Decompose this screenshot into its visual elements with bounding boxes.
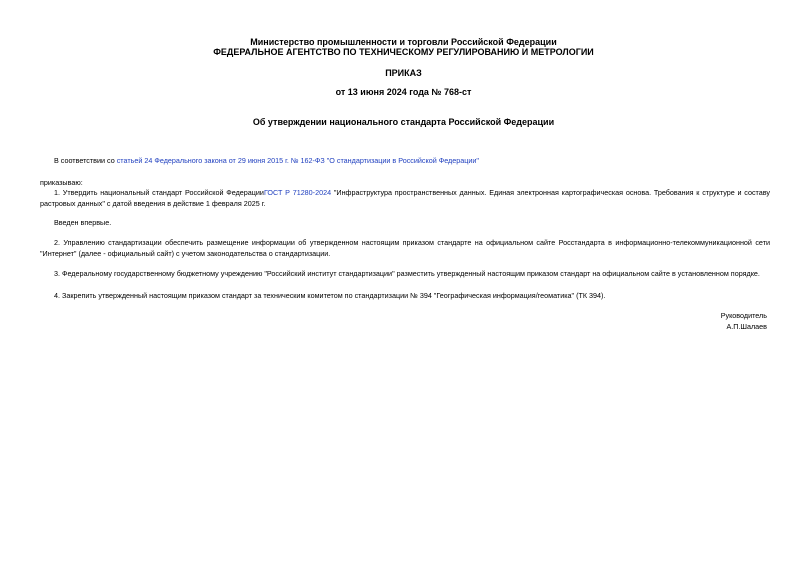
item-1-suffix: "Инфраструктура пространственных данных. Единая электронная картографическая основа. Требования к структуре и составу растровых данных" с датой введения в действие 1 февраля 2025 г.	[40, 188, 771, 208]
item-2: 2. Управлению стандартизации обеспечить размещение информации об утвержденном настоящим приказом стандарте на официальном сайте Росстандарта в информационно-телекоммуникационной сети "Интернет" (далее - официальный сайт) с учетом законодательства о стандартизации.	[40, 238, 770, 258]
document-title: Об утверждении национального стандарта Российской Федерации	[252, 117, 555, 127]
order-word: приказываю:	[40, 178, 83, 187]
ministry-name: Министерство промышленности и торговли Российской Федерации	[250, 37, 557, 47]
introduced-note: Введен впервые.	[54, 218, 112, 227]
federal-law-link[interactable]: статьей 24 Федерального закона от 29 июня 2015 г. № 162-ФЗ "О стандартизации в Российской Федерации"	[116, 156, 479, 165]
preamble-prefix: В соответствии со	[54, 156, 117, 165]
signature-position: Руководитель	[720, 311, 767, 320]
signature-name: А.П.Шалаев	[726, 322, 767, 331]
item-3: 3. Федеральному государственному бюджетному учреждению "Российский институт стандартизации" разместить утвержденный настоящим приказом стандарт на официальном сайте в установленном порядке.	[54, 269, 760, 278]
item-1	[40, 187, 770, 209]
preamble	[40, 155, 770, 166]
agency-name: ФЕДЕРАЛЬНОЕ АГЕНТСТВО ПО ТЕХНИЧЕСКОМУ РЕГУЛИРОВАНИЮ И МЕТРОЛОГИИ	[213, 47, 594, 57]
item-4: 4. Закрепить утвержденный настоящим приказом стандарт за техническим комитетом по стандартизации № 394 "Географическая информация/геоматика" (ТК 394).	[54, 291, 606, 300]
item-1-prefix: 1. Утвердить национальный стандарт Российской Федерации	[54, 188, 264, 197]
gost-link[interactable]: ГОСТ Р 71280-2024	[263, 188, 332, 197]
date-number: от 13 июня 2024 года № 768-ст	[335, 87, 472, 97]
document-type: ПРИКАЗ	[385, 68, 422, 78]
